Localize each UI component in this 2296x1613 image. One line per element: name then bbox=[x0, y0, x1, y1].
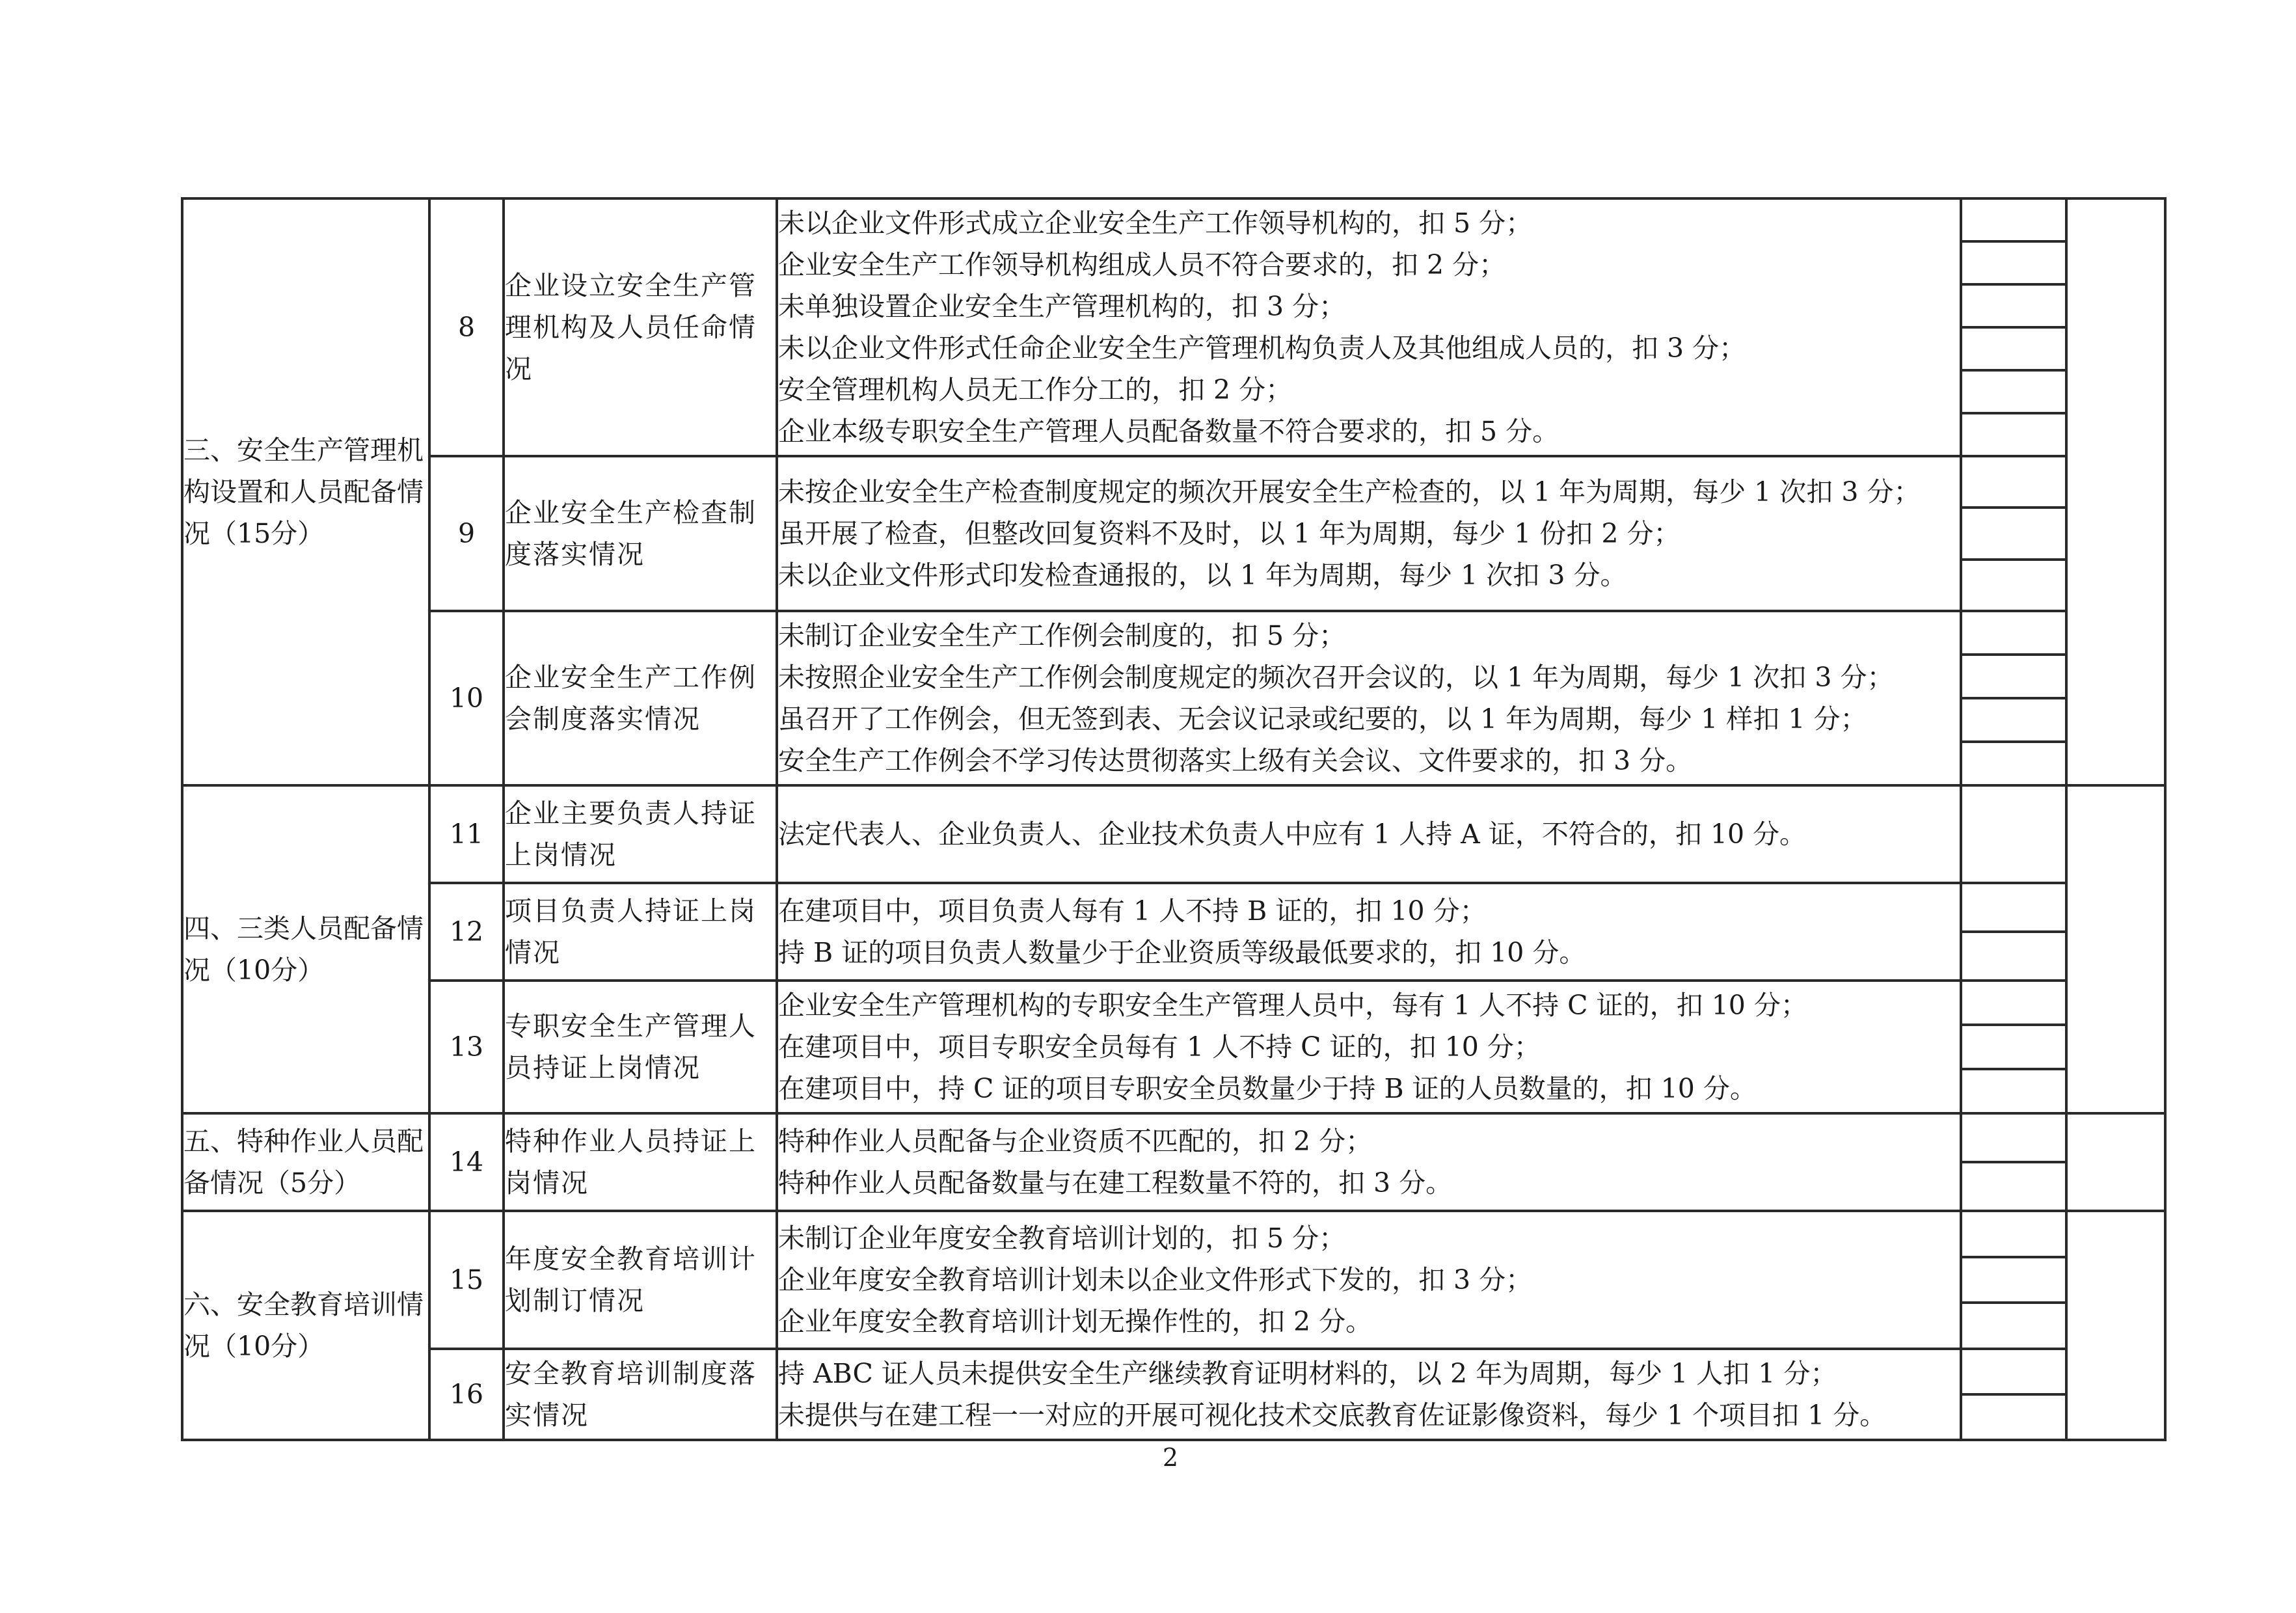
item-number: 13 bbox=[429, 981, 504, 1113]
criteria-cell bbox=[777, 1349, 1961, 1440]
criteria-line: 安全管理机构人员无工作分工的，扣 2 分； bbox=[778, 374, 1293, 405]
criteria-line: 未制订企业安全生产工作例会制度的，扣 5 分； bbox=[778, 620, 1346, 651]
item-number: 11 bbox=[429, 785, 504, 883]
criteria-cell bbox=[777, 981, 1961, 1113]
item-name: 年度安全教育培训计划制订情况 bbox=[504, 1211, 777, 1349]
item-name: 企业安全生产工作例会制度落实情况 bbox=[504, 611, 777, 785]
criteria-line: 在建项目中，持 C 证的项目专职安全员数量少于持 B 证的人员数量的，扣 10 分。 bbox=[778, 1073, 1757, 1104]
criteria-cell bbox=[777, 1211, 1961, 1349]
item-number: 10 bbox=[429, 611, 504, 785]
item-name: 企业设立安全生产管理机构及人员任命情况 bbox=[504, 198, 777, 456]
deduction-cell bbox=[1961, 456, 2066, 611]
table-row bbox=[182, 1349, 2165, 1440]
table-row bbox=[182, 785, 2165, 883]
item-name: 项目负责人持证上岗情况 bbox=[504, 883, 777, 981]
criteria-cell bbox=[777, 198, 1961, 456]
deduction-cell bbox=[1961, 883, 2066, 981]
deduction-cell bbox=[1961, 1113, 2066, 1211]
evaluation-table bbox=[181, 197, 2167, 1441]
criteria-line: 特种作业人员配备与企业资质不匹配的，扣 2 分； bbox=[778, 1126, 1373, 1157]
table-row bbox=[182, 1113, 2165, 1211]
criteria-line: 在建项目中，项目负责人每有 1 人不持 B 证的，扣 10 分； bbox=[778, 895, 1487, 927]
score-cell bbox=[2066, 1113, 2165, 1211]
item-number: 16 bbox=[429, 1349, 504, 1440]
deduction-cell bbox=[1961, 198, 2066, 456]
criteria-cell bbox=[777, 883, 1961, 981]
deduction-cell bbox=[1961, 785, 2066, 883]
criteria-line: 未按企业安全生产检查制度规定的频次开展安全生产检查的，以 1 年为周期，每少 1 次扣 3 分； bbox=[778, 476, 1921, 508]
item-name: 企业安全生产检查制度落实情况 bbox=[504, 456, 777, 611]
criteria-line: 企业安全生产管理机构的专职安全生产管理人员中，每有 1 人不持 C 证的，扣 10 分； bbox=[778, 990, 1807, 1021]
criteria-line: 持 ABC 证人员未提供安全生产继续教育证明材料的，以 2 年为周期，每少 1 人扣 1 分； bbox=[778, 1358, 1837, 1389]
criteria-line: 持 B 证的项目负责人数量少于企业资质等级最低要求的，扣 10 分。 bbox=[778, 937, 1586, 968]
criteria-line: 未单独设置企业安全生产管理机构的，扣 3 分； bbox=[778, 291, 1346, 322]
criteria-line: 未以企业文件形式任命企业安全生产管理机构负责人及其他组成人员的，扣 3 分； bbox=[778, 332, 1746, 364]
deduction-cell bbox=[1961, 611, 2066, 785]
score-cell bbox=[2066, 785, 2165, 1113]
criteria-line: 虽开展了检查，但整改回复资料不及时，以 1 年为周期，每少 1 份扣 2 分； bbox=[778, 518, 1681, 549]
category-cell: 三、安全生产管理机构设置和人员配备情况（15分） bbox=[182, 198, 429, 785]
criteria-line: 特种作业人员配备数量与在建工程数量不符的，扣 3 分。 bbox=[778, 1167, 1453, 1199]
category-cell: 五、特种作业人员配备情况（5分） bbox=[182, 1113, 429, 1211]
criteria-line: 未提供与在建工程一一对应的开展可视化技术交底教育佐证影像资料，每少 1 个项目扣 1 分。 bbox=[778, 1400, 1887, 1431]
criteria-line: 虽召开了工作例会，但无签到表、无会议记录或纪要的，以 1 年为周期，每少 1 样扣 1 分； bbox=[778, 703, 1867, 735]
item-name: 安全教育培训制度落实情况 bbox=[504, 1349, 777, 1440]
criteria-cell bbox=[777, 456, 1961, 611]
category-cell: 四、三类人员配备情况（10分） bbox=[182, 785, 429, 1113]
criteria-cell bbox=[777, 1113, 1961, 1211]
page-number: 2 bbox=[1162, 1443, 1179, 1472]
criteria-line: 企业年度安全教育培训计划无操作性的，扣 2 分。 bbox=[778, 1306, 1373, 1337]
item-number: 8 bbox=[429, 198, 504, 456]
score-cell bbox=[2066, 1211, 2165, 1440]
table-row bbox=[182, 456, 2165, 611]
table-row bbox=[182, 883, 2165, 981]
item-number: 15 bbox=[429, 1211, 504, 1349]
deduction-cell bbox=[1961, 1349, 2066, 1440]
criteria-cell bbox=[777, 785, 1961, 883]
item-number: 9 bbox=[429, 456, 504, 611]
item-name: 企业主要负责人持证上岗情况 bbox=[504, 785, 777, 883]
criteria-line: 企业本级专职安全生产管理人员配备数量不符合要求的，扣 5 分。 bbox=[778, 416, 1560, 447]
category-cell: 六、安全教育培训情况（10分） bbox=[182, 1211, 429, 1440]
deduction-cell bbox=[1961, 981, 2066, 1113]
criteria-line: 企业安全生产工作领导机构组成人员不符合要求的，扣 2 分； bbox=[778, 249, 1506, 280]
criteria-line: 安全生产工作例会不学习传达贯彻落实上级有关会议、文件要求的，扣 3 分。 bbox=[778, 745, 1693, 776]
table-row bbox=[182, 1211, 2165, 1349]
criteria-line: 未以企业文件形式成立企业安全生产工作领导机构的，扣 5 分； bbox=[778, 208, 1533, 239]
criteria-line: 企业年度安全教育培训计划未以企业文件形式下发的，扣 3 分； bbox=[778, 1264, 1533, 1295]
criteria-cell bbox=[777, 611, 1961, 785]
criteria-line: 在建项目中，项目专职安全员每有 1 人不持 C 证的，扣 10 分； bbox=[778, 1031, 1541, 1063]
item-name: 专职安全生产管理人员持证上岗情况 bbox=[504, 981, 777, 1113]
item-name: 特种作业人员持证上岗情况 bbox=[504, 1113, 777, 1211]
criteria-line: 法定代表人、企业负责人、企业技术负责人中应有 1 人持 A 证，不符合的，扣 10 分。 bbox=[778, 819, 1807, 850]
score-cell bbox=[2066, 198, 2165, 785]
criteria-line: 未以企业文件形式印发检查通报的，以 1 年为周期，每少 1 次扣 3 分。 bbox=[778, 560, 1627, 591]
deduction-cell bbox=[1961, 1211, 2066, 1349]
table-row bbox=[182, 198, 2165, 456]
table-row bbox=[182, 611, 2165, 785]
table-row bbox=[182, 981, 2165, 1113]
item-number: 12 bbox=[429, 883, 504, 981]
item-number: 14 bbox=[429, 1113, 504, 1211]
criteria-line: 未按照企业安全生产工作例会制度规定的频次召开会议的，以 1 年为周期，每少 1 次扣 3 分； bbox=[778, 662, 1894, 693]
criteria-line: 未制订企业年度安全教育培训计划的，扣 5 分； bbox=[778, 1223, 1346, 1254]
